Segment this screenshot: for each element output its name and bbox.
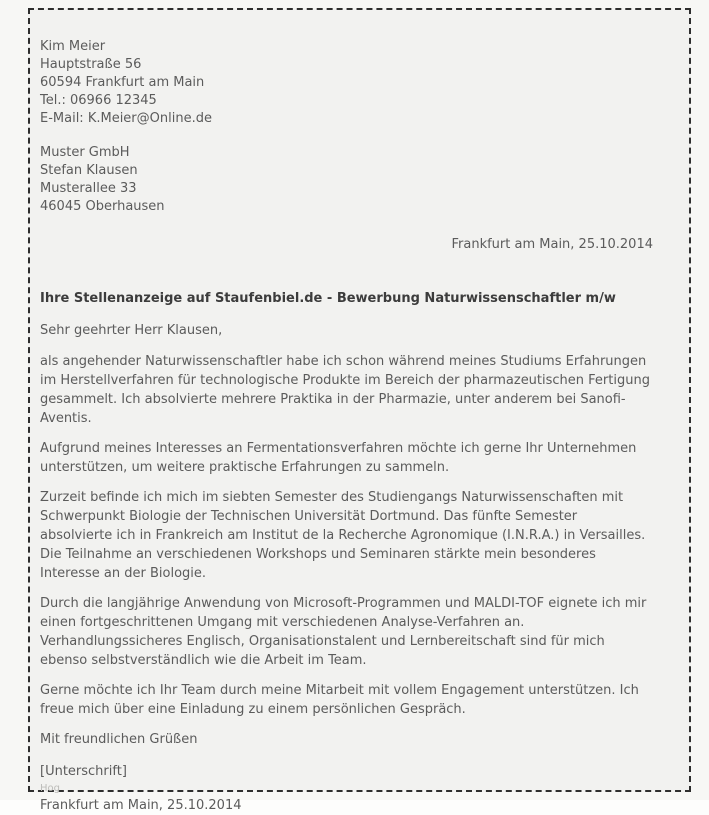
sender-address [40,38,653,128]
body-paragraph: Gerne möchte ich Ihr Team durch meine Mitarbeit mit vollem Engagement unterstützen. Ich freue mich über eine Einladung zu einem persönlichen Gespräch. [40,683,639,717]
recipient-address [40,144,653,216]
watermark-text: Hog [40,783,60,794]
subject-line: Ihre Stellenanzeige auf Staufenbiel.de - Bewerbung Naturwissenschaftler m/w [40,291,616,306]
letter-date: Frankfurt am Main, 25.10.2014 [451,237,653,252]
body-paragraph: Durch die langjährige Anwendung von Microsoft-Programmen und MALDI-TOF eignete ich mir einen fortgeschrittenen Umgang mit verschiedenen Analyse-Verfahren an. Verhandlungssicheres Englisch, Organisationstalent und Lernbereitschaft sind für mich ebenso selbstverständlich wie die Arbeit im Team. [40,596,647,668]
footer-date: Frankfurt am Main, 25.10.2014 [40,798,242,813]
body-paragraph: als angehender Naturwissenschaftler habe ich schon während meines Studiums Erfahrungen im Herstellverfahren für technologische Produkte im Bereich der pharmazeutischen Fertigung gesammelt. Ich absolvierte mehrere Praktika in der Pharmazie, unter anderem bei Sanofi-Aventis. [40,354,650,426]
sender-phone: Tel.: 06966 12345 [40,93,157,108]
recipient-company: Muster GmbH [40,145,130,160]
body-paragraph: Zurzeit befinde ich mich im siebten Semester des Studiengangs Naturwissenschaften mit Schwerpunkt Biologie der Technischen Universität Dortmund. Das fünfte Semester absolvierte ich in Frankreich am Institut de la Recherche Agronomique (I.N.R.A.) in Versailles. Die Teilnahme an verschiedenen Workshops und Seminaren stärkte mein besonderes Interesse an der Biologie. [40,490,646,581]
sender-street: Hauptstraße 56 [40,57,142,72]
recipient-street: Musterallee 33 [40,181,137,196]
signature-placeholder: [Unterschrift] [40,764,127,779]
recipient-name: Stefan Klausen [40,163,138,178]
closing-phrase: Mit freundlichen Grüßen [40,732,198,747]
sender-name: Kim Meier [40,39,106,54]
sender-email: E-Mail: K.Meier@Online.de [40,111,212,126]
recipient-city: 46045 Oberhausen [40,199,165,214]
letter-content [28,8,691,813]
salutation: Sehr geehrter Herr Klausen, [40,323,223,338]
sender-city: 60594 Frankfurt am Main [40,75,205,90]
body-paragraph: Aufgrund meines Interesses an Fermentationsverfahren möchte ich gerne Ihr Unternehmen unterstützen, um weitere praktische Erfahrungen zu sammeln. [40,441,637,475]
